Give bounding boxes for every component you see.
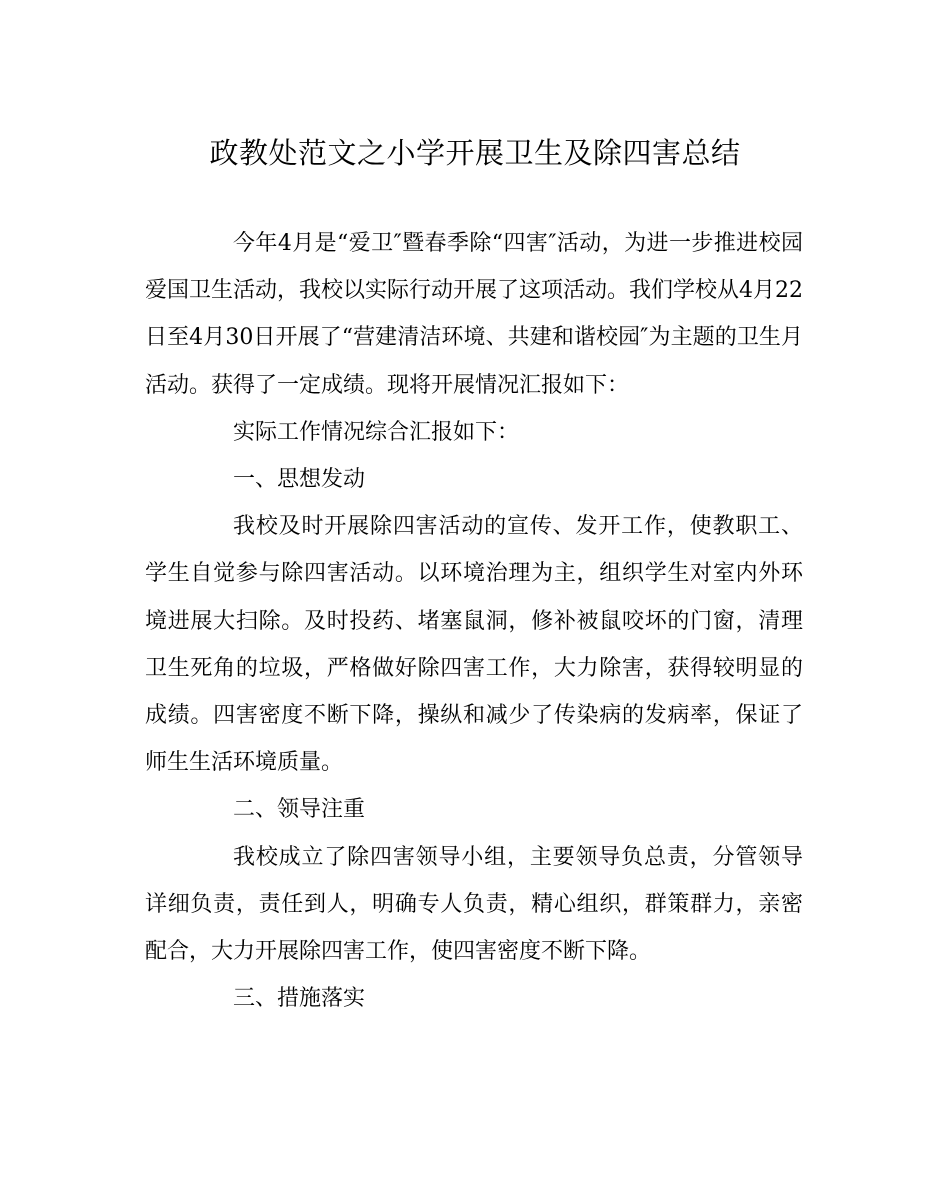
intro-paragraph: 今年4月是“爱卫″暨春季除“四害″活动，为进一步推进校园爱国卫生活动，我校以实际行动开展了这项活动。我们学校从4月22日至4月30日开展了“营建清洁环境、共建和谐校园″为主题的卫生月活动。获得了一定成绩。现将开展情况汇报如下： xyxy=(145,231,803,398)
document-body xyxy=(145,220,803,1022)
section-paragraph-1: 我校及时开展除四害活动的宣传、发开工作，使教职工、学生自觉参与除四害活动。以环境治理为主，组织学生对室内外环境进展大扫除。及时投药、堵塞鼠洞，修补被鼠咬坏的门窗，清理卫生死角的垃圾，严格做好除四害工作，大力除害，获得较明显的成绩。四害密度不断下降，操纵和减少了传染病的发病率，保证了师生生活环境质量。 xyxy=(145,514,803,776)
document-title: 政教处范文之小学开展卫生及除四害总结 xyxy=(209,136,741,170)
section-heading-3: 三、措施落实 xyxy=(233,986,366,1012)
section-heading-2: 二、领导注重 xyxy=(233,797,366,823)
section-heading-1: 一、思想发动 xyxy=(233,467,366,493)
summary-intro-line: 实际工作情况综合汇报如下： xyxy=(233,419,520,445)
section-paragraph-2: 我校成立了除四害领导小组，主要领导负总责，分管领导详细负责，责任到人，明确专人负责，精心组织，群策群力，亲密配合，大力开展除四害工作，使四害密度不断下降。 xyxy=(145,844,803,965)
